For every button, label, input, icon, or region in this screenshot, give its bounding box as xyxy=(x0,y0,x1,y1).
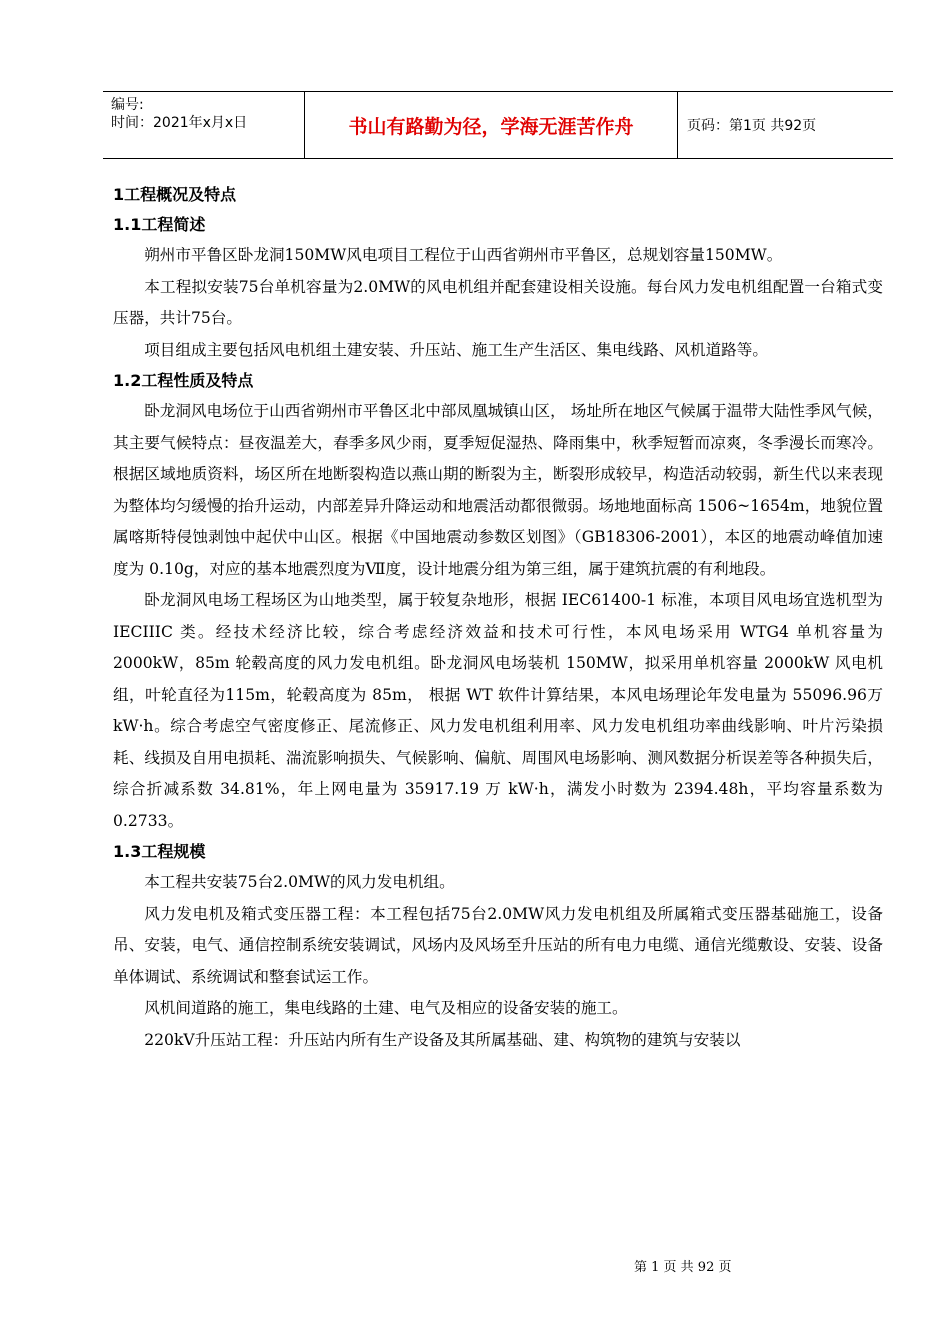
section-heading-1-3: 1.3工程规模 xyxy=(113,842,206,861)
header-page-info: 页码：第1页 共92页 xyxy=(687,118,817,134)
document-time: 时间：2021年x月x日 xyxy=(111,115,248,131)
paragraph: 本工程共安装75台2.0MW的风力发电机组。 xyxy=(144,873,455,891)
document-number-label: 编号: xyxy=(111,97,144,113)
paragraph: 朔州市平鲁区卧龙洞150MW风电项目工程位于山西省朔州市平鲁区，总规划容量150MW。 xyxy=(144,246,783,264)
paragraph: 220kV升压站工程：升压站内所有生产设备及其所属基础、建、构筑物的建筑与安装以 xyxy=(144,1030,741,1049)
paragraph: 本工程拟安装75台单机容量为2.0MW的风电机组并配套建设相关设施。每台风力发电机组配置一台箱式变压器，共计75台。 xyxy=(113,277,883,327)
section-heading-1: 1工程概况及特点 xyxy=(113,185,237,204)
paragraph: 卧龙洞风电场位于山西省朔州市平鲁区北中部凤凰城镇山区， 场址所在地区气候属于温带大陆性季风气候，其主要气候特点：昼夜温差大，春季多风少雨，夏季短促湿热、降雨集中，秋季短暂而凉爽，冬季漫长而寒冷。根据区域地质资料，场区所在地断裂构造以燕山期的断裂为主，断裂形成较早，构造活动较弱，新生代以来表现为整体均匀缓慢的抬升运动，内部差异升降运动和地震活动都很微弱。场地地面标高 1506~1654m，地貌位置属喀斯特侵蚀剥蚀中起伏中山区。根据《中国地震动参数区划图》（GB18306-2001），本区的地震动峰值加速度为 0.10g，对应的基本地震烈度为Ⅶ度，设计地震分组为第三组，属于建筑抗震的有利地段。 xyxy=(113,402,883,578)
paragraph: 项目组成主要包括风电机组土建安装、升压站、施工生产生活区、集电线路、风机道路等。 xyxy=(144,340,768,359)
paragraph: 风机间道路的施工，集电线路的土建、电气及相应的设备安装的施工。 xyxy=(144,999,628,1017)
page-footer: 第 1 页 共 92 页 xyxy=(634,1260,732,1275)
section-heading-1-1: 1.1工程简述 xyxy=(113,215,206,234)
document-body xyxy=(113,180,883,1056)
paragraph: 风力发电机及箱式变压器工程：本工程包括75台2.0MW风力发电机组及所属箱式变压器基础施工，设备吊、安装，电气、通信控制系统安装调试，风场内及风场至升压站的所有电力电缆、通信光缆敷设、安装、设备单体调试、系统调试和整套试运工作。 xyxy=(113,904,883,986)
header-meta-cell xyxy=(103,92,304,158)
paragraph: 卧龙洞风电场工程场区为山地类型，属于较复杂地形，根据 IEC61400-1 标准，本项目风电场宜选机型为 IECIIIC 类。经技术经济比较，综合考虑经济效益和技术可行性，本风电场采用 WTG4 单机容量为 2000kW，85m 轮毂高度的风力发电机组。卧龙洞风电场装机 150MW，拟采用单机容量 2000kW 风电机组，叶轮直径为115m，轮毂高度为 85m， 根据 WT 软件计算结果，本风电场理论年发电量为 55096.96万 kW·h。综合考虑空气密度修正、尾流修正、风力发电机组利用率、风力发电机组功率曲线影响、叶片污染损耗、线损及自用电损耗、湍流影响损失、气候影响、偏航、周围风电场影响、测风数据分析误差等各种损失后，综合折减系数 34.81%，年上网电量为 35917.19 万 kW·h，满发小时数为 2394.48h，平均容量系数为 0.2733。 xyxy=(113,591,883,830)
header-motto: 书山有路勤为径，学海无涯苦作舟 xyxy=(304,92,678,158)
document-header xyxy=(103,91,893,159)
section-heading-1-2: 1.2工程性质及特点 xyxy=(113,371,254,390)
